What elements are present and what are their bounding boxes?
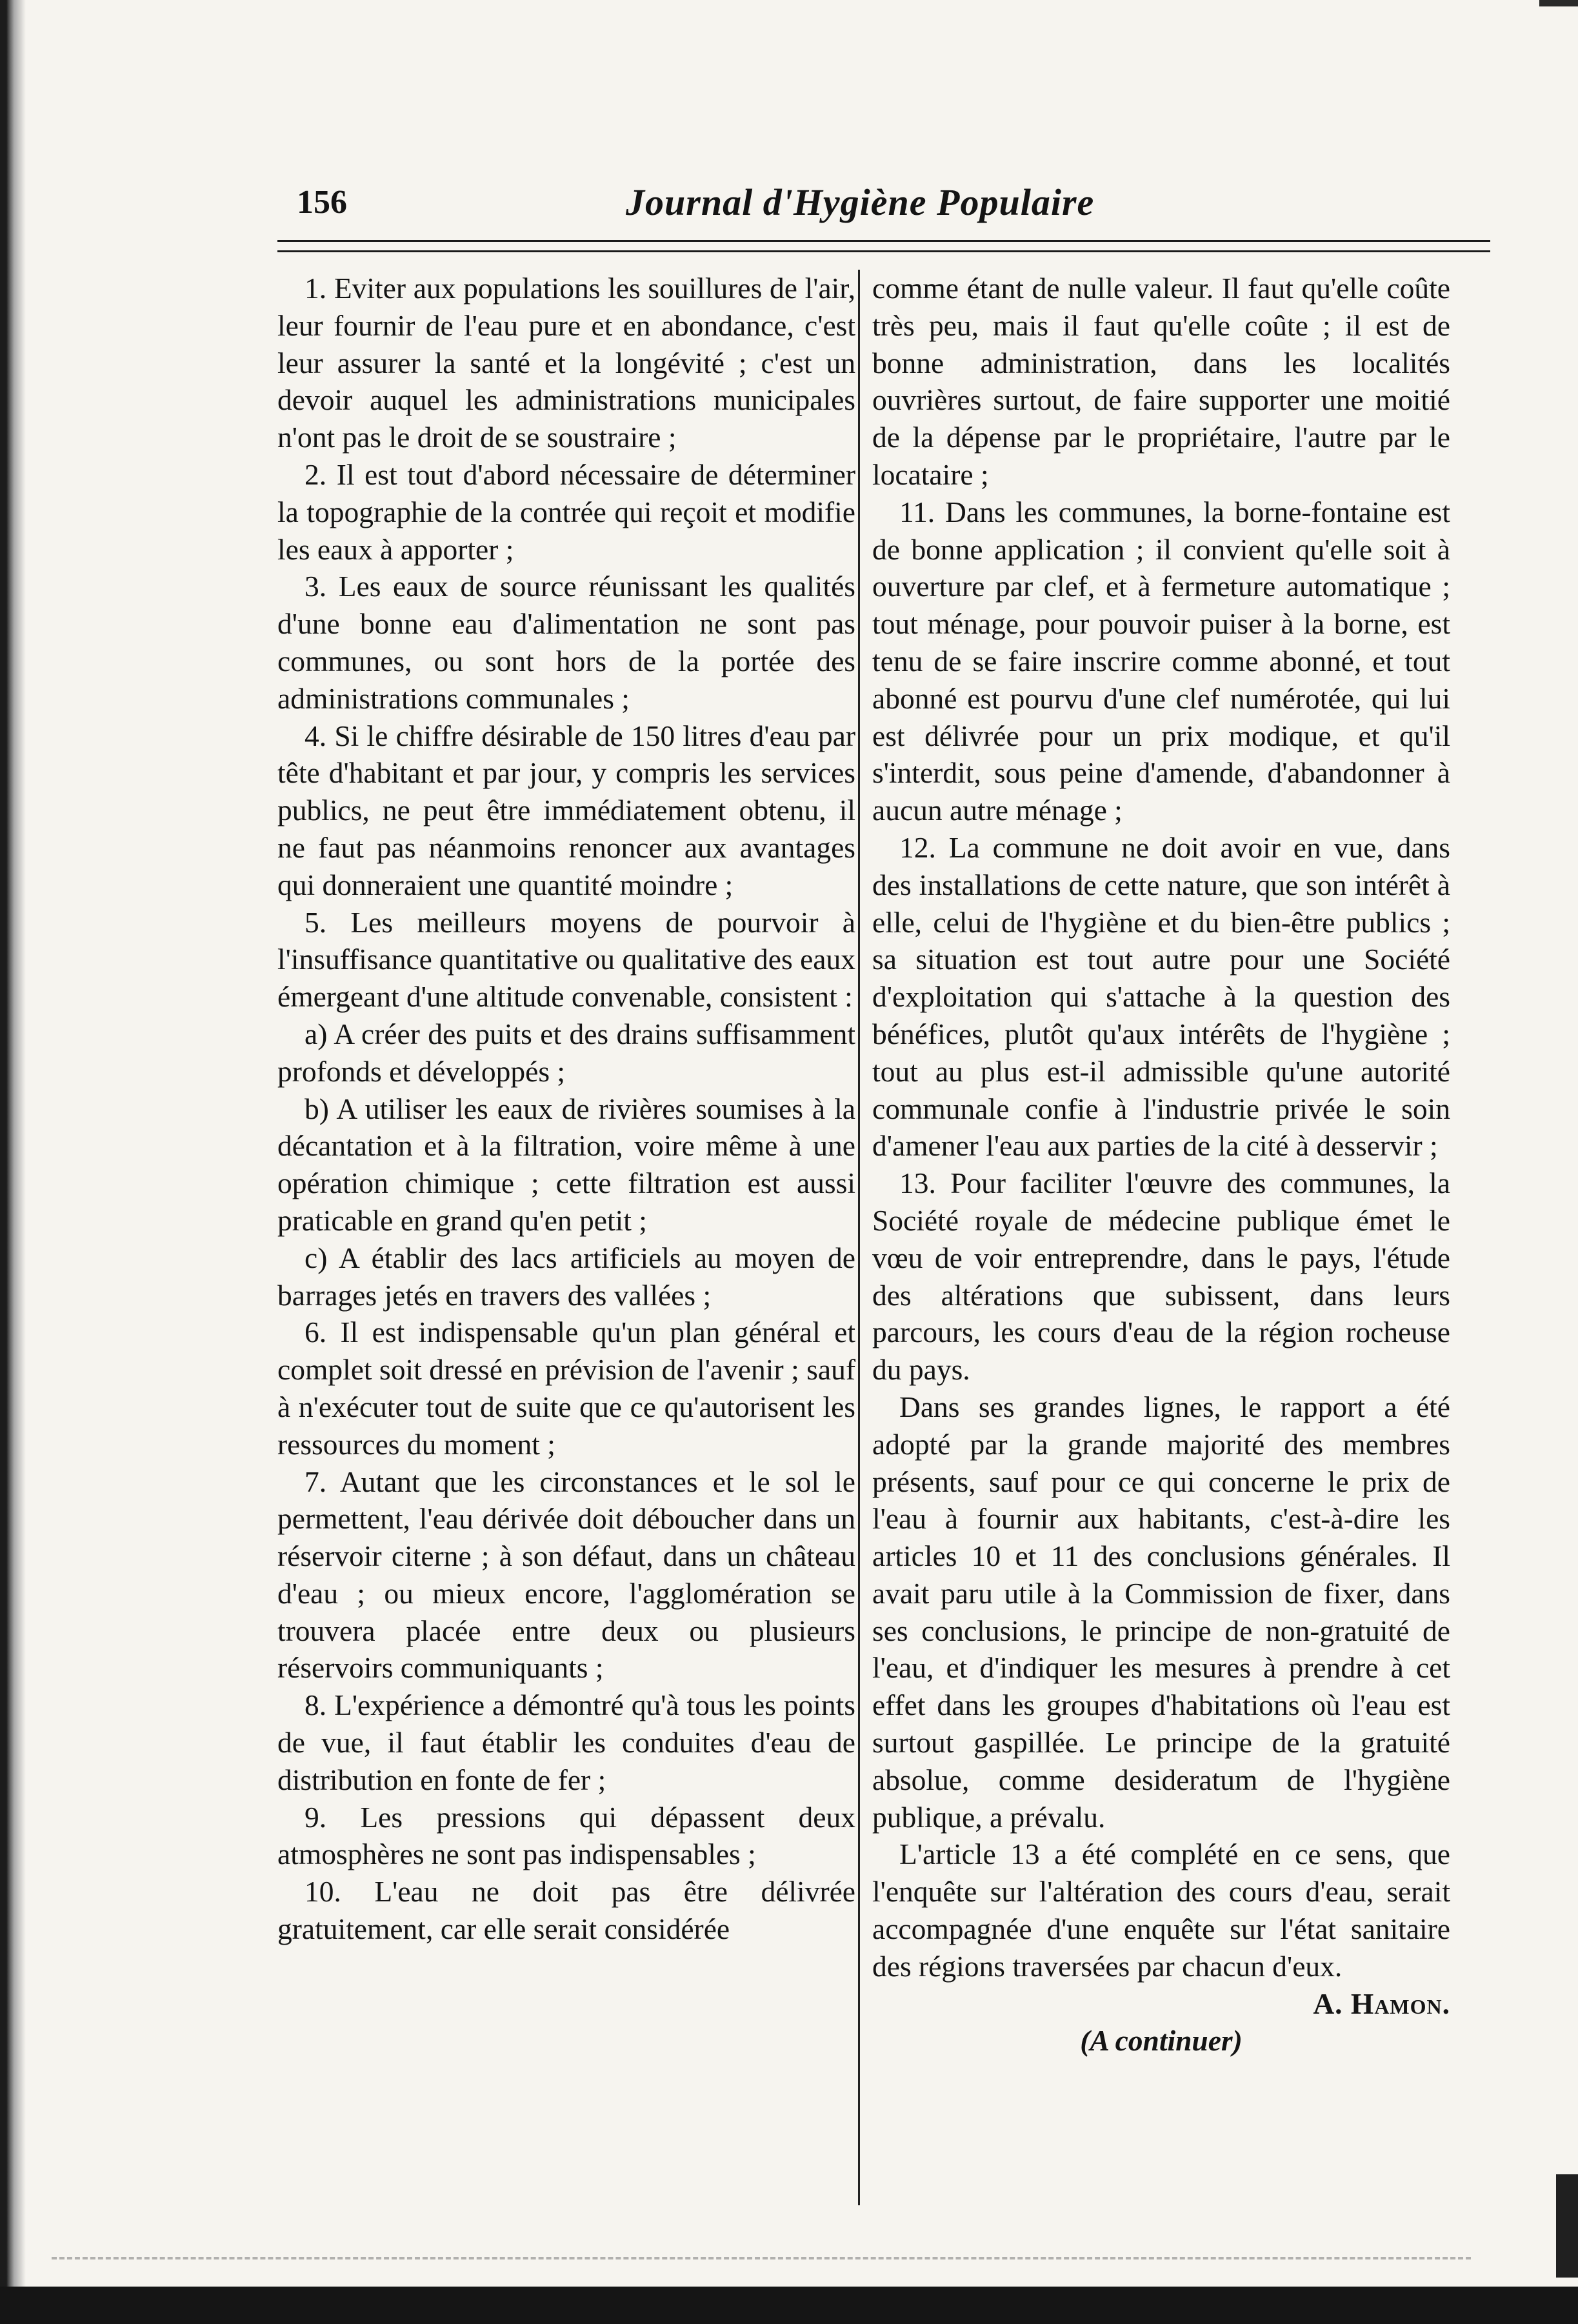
paragraph: c) A établir des lacs artificiels au moyen de barrages jetés en travers des vallées ; [277, 1241, 855, 1312]
continuation-note: (A continuer) [1080, 2024, 1243, 2058]
column-divider [858, 270, 860, 2205]
paragraph: 1. Eviter aux populations les souillures de l'air, leur fournir de l'eau pure et en abondance, c'est leur assurer la santé et la longévité ; c'est un devoir auquel les administrations municipales n'ont pas le droit de se soustraire ; [277, 272, 855, 454]
binding-edge [0, 0, 26, 2324]
paragraph: a) A créer des puits et des drains suffisamment profonds et développés ; [277, 1017, 855, 1088]
paragraph: Dans ses grandes lignes, le rapport a été adopté par la grande majorité des membres présents, sauf pour ce qui concerne le prix de l'eau à fournir aux habitants, c'est-à-dire les articles 10 et 11 des conclusions générales. Il avait paru utile à la Commission de fixer, dans ses conclusions, le principe de non-gratuité de l'eau, et d'indiquer les mesures à prendre à cet effet dans les groupes d'habitations où l'eau est surtout gaspillée. Le principe de la gratuité absolue, comme desideratum de l'hygiène publique, a prévalu. [872, 1390, 1450, 1834]
paragraph: 4. Si le chiffre désirable de 150 litres d'eau par tête d'habitant et par jour, y compris les services publics, ne peut être immédiatement obtenu, il ne faut pas néanmoins renoncer aux avantages qui donneraient une quantité moindre ; [277, 719, 855, 901]
scan-mark-top [1539, 0, 1578, 6]
header-rule [277, 240, 1490, 242]
paragraph: 12. La commune ne doit avoir en vue, dans des installations de cette nature, que son intérêt à elle, celui de l'hygiène et du bien-être publics ; sa situation est tout autre pour une Société d'exploitation qui s'attache à la question des bénéfices, plutôt qu'aux intérêts de l'hygiène ; tout au plus est-il admissible qu'une autorité communale confie à l'industrie privée le soin d'amener l'eau aux parties de la cité à desservir ; [872, 830, 1450, 1163]
paragraph: 5. Les meilleurs moyens de pourvoir à l'insuffisance quantitative ou qualitative des eaux émergeant d'une altitude convenable, consistent : [277, 905, 855, 1014]
author-signature: A. Hamon. [1313, 1987, 1450, 2020]
scan-dash-line [52, 2257, 1471, 2259]
paragraph: 13. Pour faciliter l'œuvre des communes, la Société royale de médecine publique émet le vœu de voir entreprendre, dans le pays, l'étude des altérations que subissent, dans leurs parcours, les cours d'eau de la région rocheuse du pays. [872, 1167, 1450, 1387]
paragraph: 8. L'expérience a démontré qu'à tous les points de vue, il faut établir les conduites d'eau de distribution en fonte de fer ; [277, 1688, 855, 1796]
paragraph: 6. Il est indispensable qu'un plan général et complet soit dressé en prévision de l'avenir ; sauf à n'exécuter tout de suite que ce qu'autorisent les ressources du moment ; [277, 1316, 855, 1461]
paragraph: 2. Il est tout d'abord nécessaire de déterminer la topographie de la contrée qui reçoit et modifie les eaux à apporter ; [277, 457, 855, 566]
paragraph: 10. L'eau ne doit pas être délivrée gratuitement, car elle serait considérée [277, 1875, 855, 1946]
paragraph: 7. Autant que les circonstances et le sol le permettent, l'eau dérivée doit déboucher dans un réservoir citerne ; à son défaut, dans un château d'eau ; ou mieux encore, l'agglomération se trouvera placée entre deux ou plusieurs réservoirs communiquants ; [277, 1465, 855, 1685]
right-column [872, 270, 1450, 2059]
paragraph: comme étant de nulle valeur. Il faut qu'elle coûte très peu, mais il faut qu'elle coûte ; il est de bonne administration, dans les localités ouvrières surtout, de faire supporter une moitié de la dépense par le propriétaire, l'autre par le locataire ; [872, 272, 1450, 491]
paragraph: 9. Les pressions qui dépassent deux atmosphères ne sont pas indispensables ; [277, 1800, 855, 1871]
paragraph: L'article 13 a été complété en ce sens, que l'enquête sur l'altération des cours d'eau, serait accompagnée d'une enquête sur l'état sanitaire des régions traversées par chacun d'eux. [872, 1838, 1450, 1983]
scan-bottom-bar [0, 2287, 1578, 2324]
page-header [277, 175, 1490, 240]
scan-mark-right [1556, 2174, 1578, 2278]
paragraph: b) A utiliser les eaux de rivières soumises à la décantation et à la filtration, voire même à une opération chimique ; cette filtration est aussi praticable en grand qu'en petit ; [277, 1092, 855, 1237]
left-column [277, 270, 855, 1948]
running-title: Journal d'Hygiène Populaire [626, 181, 1095, 223]
header-rule [277, 250, 1490, 252]
paragraph: 11. Dans les communes, la borne-fontaine est de bonne application ; il convient qu'elle soit à ouverture par clef, et à fermeture automatique ; tout ménage, pour pouvoir puiser à la borne, est tenu de se faire inscrire comme abonné, et tout abonné est pourvu d'une clef numérotée, qui lui est délivrée pour un prix modique, et qu'il s'interdit, sous peine d'amende, d'abandonner à aucun autre ménage ; [872, 495, 1450, 827]
page-number: 156 [297, 184, 347, 221]
paragraph: 3. Les eaux de source réunissant les qualités d'une bonne eau d'alimentation ne sont pas communes, ou sont hors de la portée des administrations communales ; [277, 570, 855, 715]
